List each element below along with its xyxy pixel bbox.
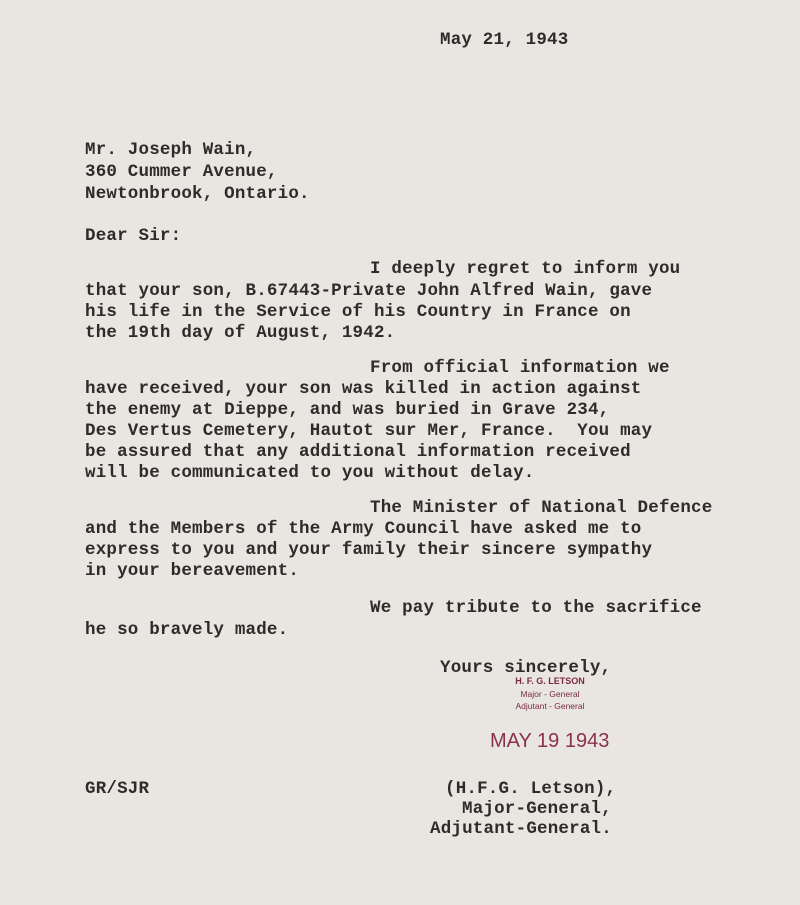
salutation: Dear Sir: (85, 226, 182, 246)
text-line: that your son, B.67443-Private John Alfred Wain, gave (85, 281, 653, 301)
text-line: will be communicated to you without delay. (85, 463, 535, 483)
signature-line: Major-General, (462, 799, 612, 819)
text-line: be assured that any additional information received (85, 442, 631, 462)
text-line: the 19th day of August, 1942. (85, 323, 396, 343)
text-line: the enemy at Dieppe, and was buried in Grave 234, (85, 400, 610, 420)
text-line: he so bravely made. (85, 620, 289, 640)
letter-date: May 21, 1943 (440, 30, 569, 50)
stamp-title: Adjutant - General (515, 701, 585, 711)
stamp-rank: Major - General (520, 689, 580, 699)
recipient-line: Newtonbrook, Ontario. (85, 184, 310, 204)
text-line: From official information we (370, 358, 670, 378)
text-line: in your bereavement. (85, 561, 300, 581)
text-line: his life in the Service of his Country in France on (85, 302, 631, 322)
text-line: Des Vertus Cemetery, Hautot sur Mer, France. You may (85, 421, 653, 441)
closing: Yours sincerely, (440, 658, 612, 678)
signature-line: Adjutant-General. (430, 819, 612, 839)
reference-initials: GR/SJR (85, 779, 150, 799)
recipient-line: 360 Cummer Avenue, (85, 162, 278, 182)
text-line: express to you and your family their sincere sympathy (85, 540, 653, 560)
text-line: and the Members of the Army Council have asked me to (85, 519, 642, 539)
text-line: I deeply regret to inform you (370, 259, 681, 279)
date-stamp: MAY 19 1943 (490, 730, 610, 752)
text-line: We pay tribute to the sacrifice (370, 598, 702, 618)
text-line: The Minister of National Defence (370, 498, 713, 518)
signature-line: (H.F.G. Letson), (445, 779, 617, 799)
recipient-line: Mr. Joseph Wain, (85, 140, 257, 160)
stamp-name: H. F. G. LETSON (515, 676, 585, 686)
text-line: have received, your son was killed in action against (85, 379, 642, 399)
